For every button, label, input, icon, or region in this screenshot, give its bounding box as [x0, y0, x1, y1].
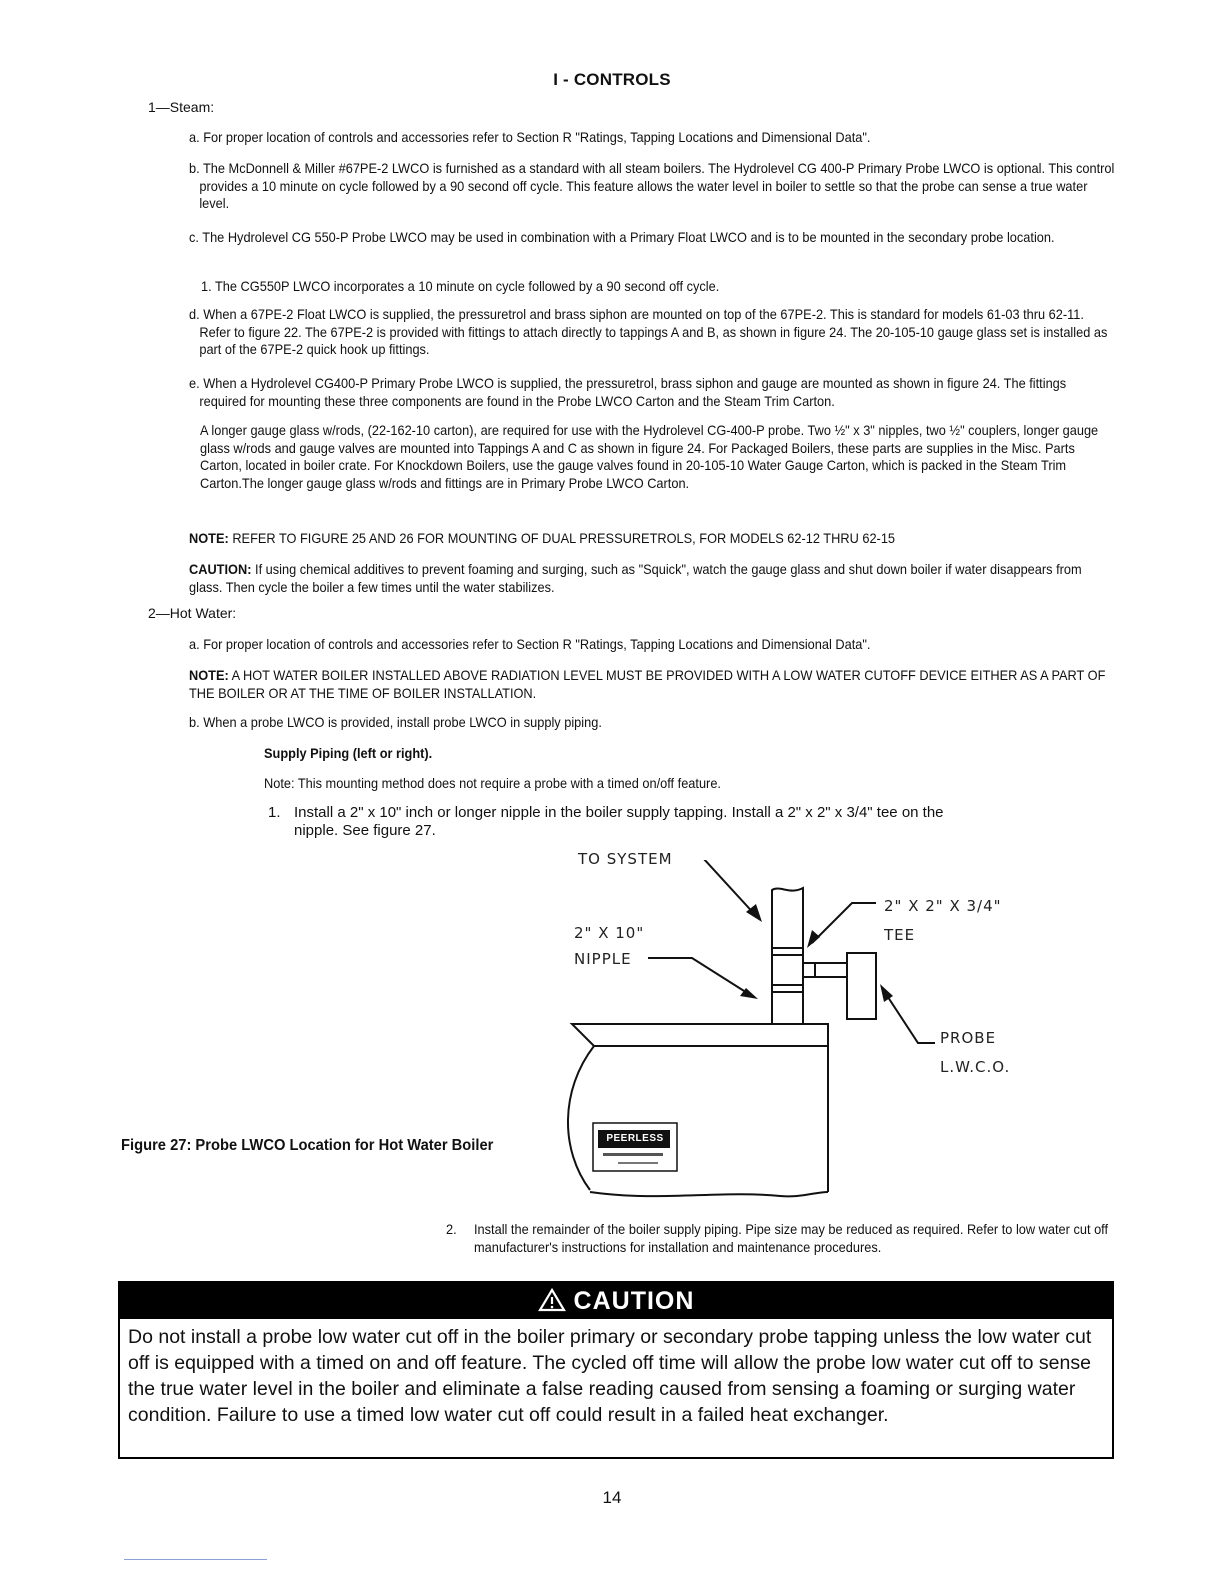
steam-item-d: d. When a 67PE-2 Float LWCO is supplied, the pressuretrol and brass siphon are mounted on top of the 67PE-2. This is standard for models 61-03 thru 62-11. Refer to figure 22. The 67PE-2 is provided with fittings to attach directly to tappings A and B, as shown in figure 24. The 20-105-10 gauge glass set is installed as part of the 67PE-2 quick hook up fittings. [189, 307, 1108, 357]
caution-box [118, 1281, 1114, 1459]
steam-item-c: c. The Hydrolevel CG 550-P Probe LWCO may be used in combination with a Primary Float LWCO and is to be mounted in the secondary probe location. [189, 230, 1055, 245]
label-tee-size: 2" X 2" X 3/4" [884, 897, 1002, 915]
steam-heading: 1—Steam: [148, 99, 215, 115]
peerless-logo-text: PEERLESS [606, 1133, 664, 1144]
label-probe: PROBE [940, 1029, 997, 1047]
steam-caution: CAUTION: If using chemical additives to prevent foaming and surging, such as "Squick", watch the gauge glass and shut down boiler if water disappears from glass. Then cycle the boiler a few times until the water stabilizes. [189, 562, 1082, 595]
probe-body [847, 953, 876, 1019]
steam-item-e: e. When a Hydrolevel CG400-P Primary Probe LWCO is supplied, the pressuretrol, brass siphon and gauge are mounted as shown in figure 24. The fittings required for mounting these three components are found in the Probe LWCO Carton and the Steam Trim Carton. [189, 376, 1067, 409]
step-1-text: Install a 2" x 10" inch or longer nipple in the boiler supply tapping. Install a 2" x 2" x 3/4" tee on the nipple. See figure 27. [294, 804, 944, 839]
label-nipple-size: 2" X 10" [574, 924, 645, 942]
page-title: I - CONTROLS [553, 70, 671, 89]
arrowhead-tee [807, 930, 820, 948]
steam-note: NOTE: REFER TO FIGURE 25 AND 26 FOR MOUNTING OF DUAL PRESSURETROLS, FOR MODELS 62-12 THRU 62-15 [189, 531, 896, 546]
caution-title: CAUTION [573, 1287, 695, 1315]
boiler-top-outline [572, 1024, 828, 1046]
hot-water-item-a: a. For proper location of controls and accessories refer to Section R "Ratings, Tapping Locations and Dimensional Data". [189, 637, 871, 652]
label-tee: TEE [884, 926, 916, 944]
label-lwco: L.W.C.O. [940, 1058, 1011, 1076]
hot-water-item-b: b. When a probe LWCO is provided, install probe LWCO in supply piping. [189, 715, 602, 730]
warning-triangle-icon [538, 1288, 566, 1312]
supply-piping-note: Note: This mounting method does not require a probe with a timed on/off feature. [264, 776, 721, 791]
boiler-left-curve [568, 1046, 594, 1190]
step-2-text: Install the remainder of the boiler supply piping. Pipe size may be reduced as required. Refer to low water cut off manufacturer's instructions for installation and maintenance procedures. [474, 1222, 1109, 1255]
steam-item-b: b. The McDonnell & Miller #67PE-2 LWCO is furnished as a standard with all steam boilers. The Hydrolevel CG 400-P Primary Probe LWCO is optional. This control provides a 10 minute on cycle followed by a 90 second off cycle. This feature allows the water level in boiler to settle so that the probe can sense a true water level. [189, 161, 1115, 211]
caution-text: Do not install a probe low water cut off in the boiler primary or secondary probe tapping unless the low water cut off is equipped with a timed on and off feature. The cycled off time will allow the probe low water cut off to sense the true water level in the boiler and eliminate a false reading caused from sensing a foaming or surging water condition. Failure to use a timed low water cut off could result in a failed heat exchanger. [128, 1326, 1092, 1426]
steam-item-a: a. For proper location of controls and accessories refer to Section R "Ratings, Tapping Locations and Dimensional Data". [189, 130, 871, 145]
footer-rule [124, 1559, 267, 1560]
step-2-number: 2. [446, 1222, 457, 1237]
caution-header [120, 1283, 1112, 1319]
label-nipple: NIPPLE [574, 950, 632, 968]
supply-piping-heading: Supply Piping (left or right). [264, 746, 433, 761]
hot-water-note: NOTE: A HOT WATER BOILER INSTALLED ABOVE RADIATION LEVEL MUST BE PROVIDED WITH A LOW WATER CUTOFF DEVICE EITHER AS A PART OF THE BOILER OR AT THE TIME OF BOILER INSTALLATION. [189, 668, 1106, 701]
figure-27-caption: Figure 27: Probe LWCO Location for Hot Water Boiler [121, 1137, 494, 1154]
steam-item-e-more: A longer gauge glass w/rods, (22-162-10 carton), are required for use with the Hydrolevel CG-400-P probe. Two ½" x 3" nipples, two ½" couplers, longer gauge glass w/rods and gauge valves are mounted into Tappings A and C as shown in figure 24. For Packaged Boilers, these parts are supplies in the Misc. Parts Carton, located in boiler crate. For Knockdown Boilers, use the gauge valves found in 20-105-10 Water Gauge Carton, which is packed in the Steam Trim Carton.The longer gauge glass w/rods and fittings are in Primary Probe LWCO Carton. [200, 423, 1099, 491]
hot-water-heading: 2—Hot Water: [148, 605, 237, 621]
steam-item-c1: 1. The CG550P LWCO incorporates a 10 minute on cycle followed by a 90 second off cycle. [201, 279, 720, 294]
arrowhead-probe [880, 984, 893, 1002]
step-1-number: 1. [268, 804, 281, 821]
label-to-system: TO SYSTEM [578, 850, 673, 868]
boiler-bottom-break [590, 1192, 828, 1196]
page-number: 14 [602, 1488, 622, 1507]
